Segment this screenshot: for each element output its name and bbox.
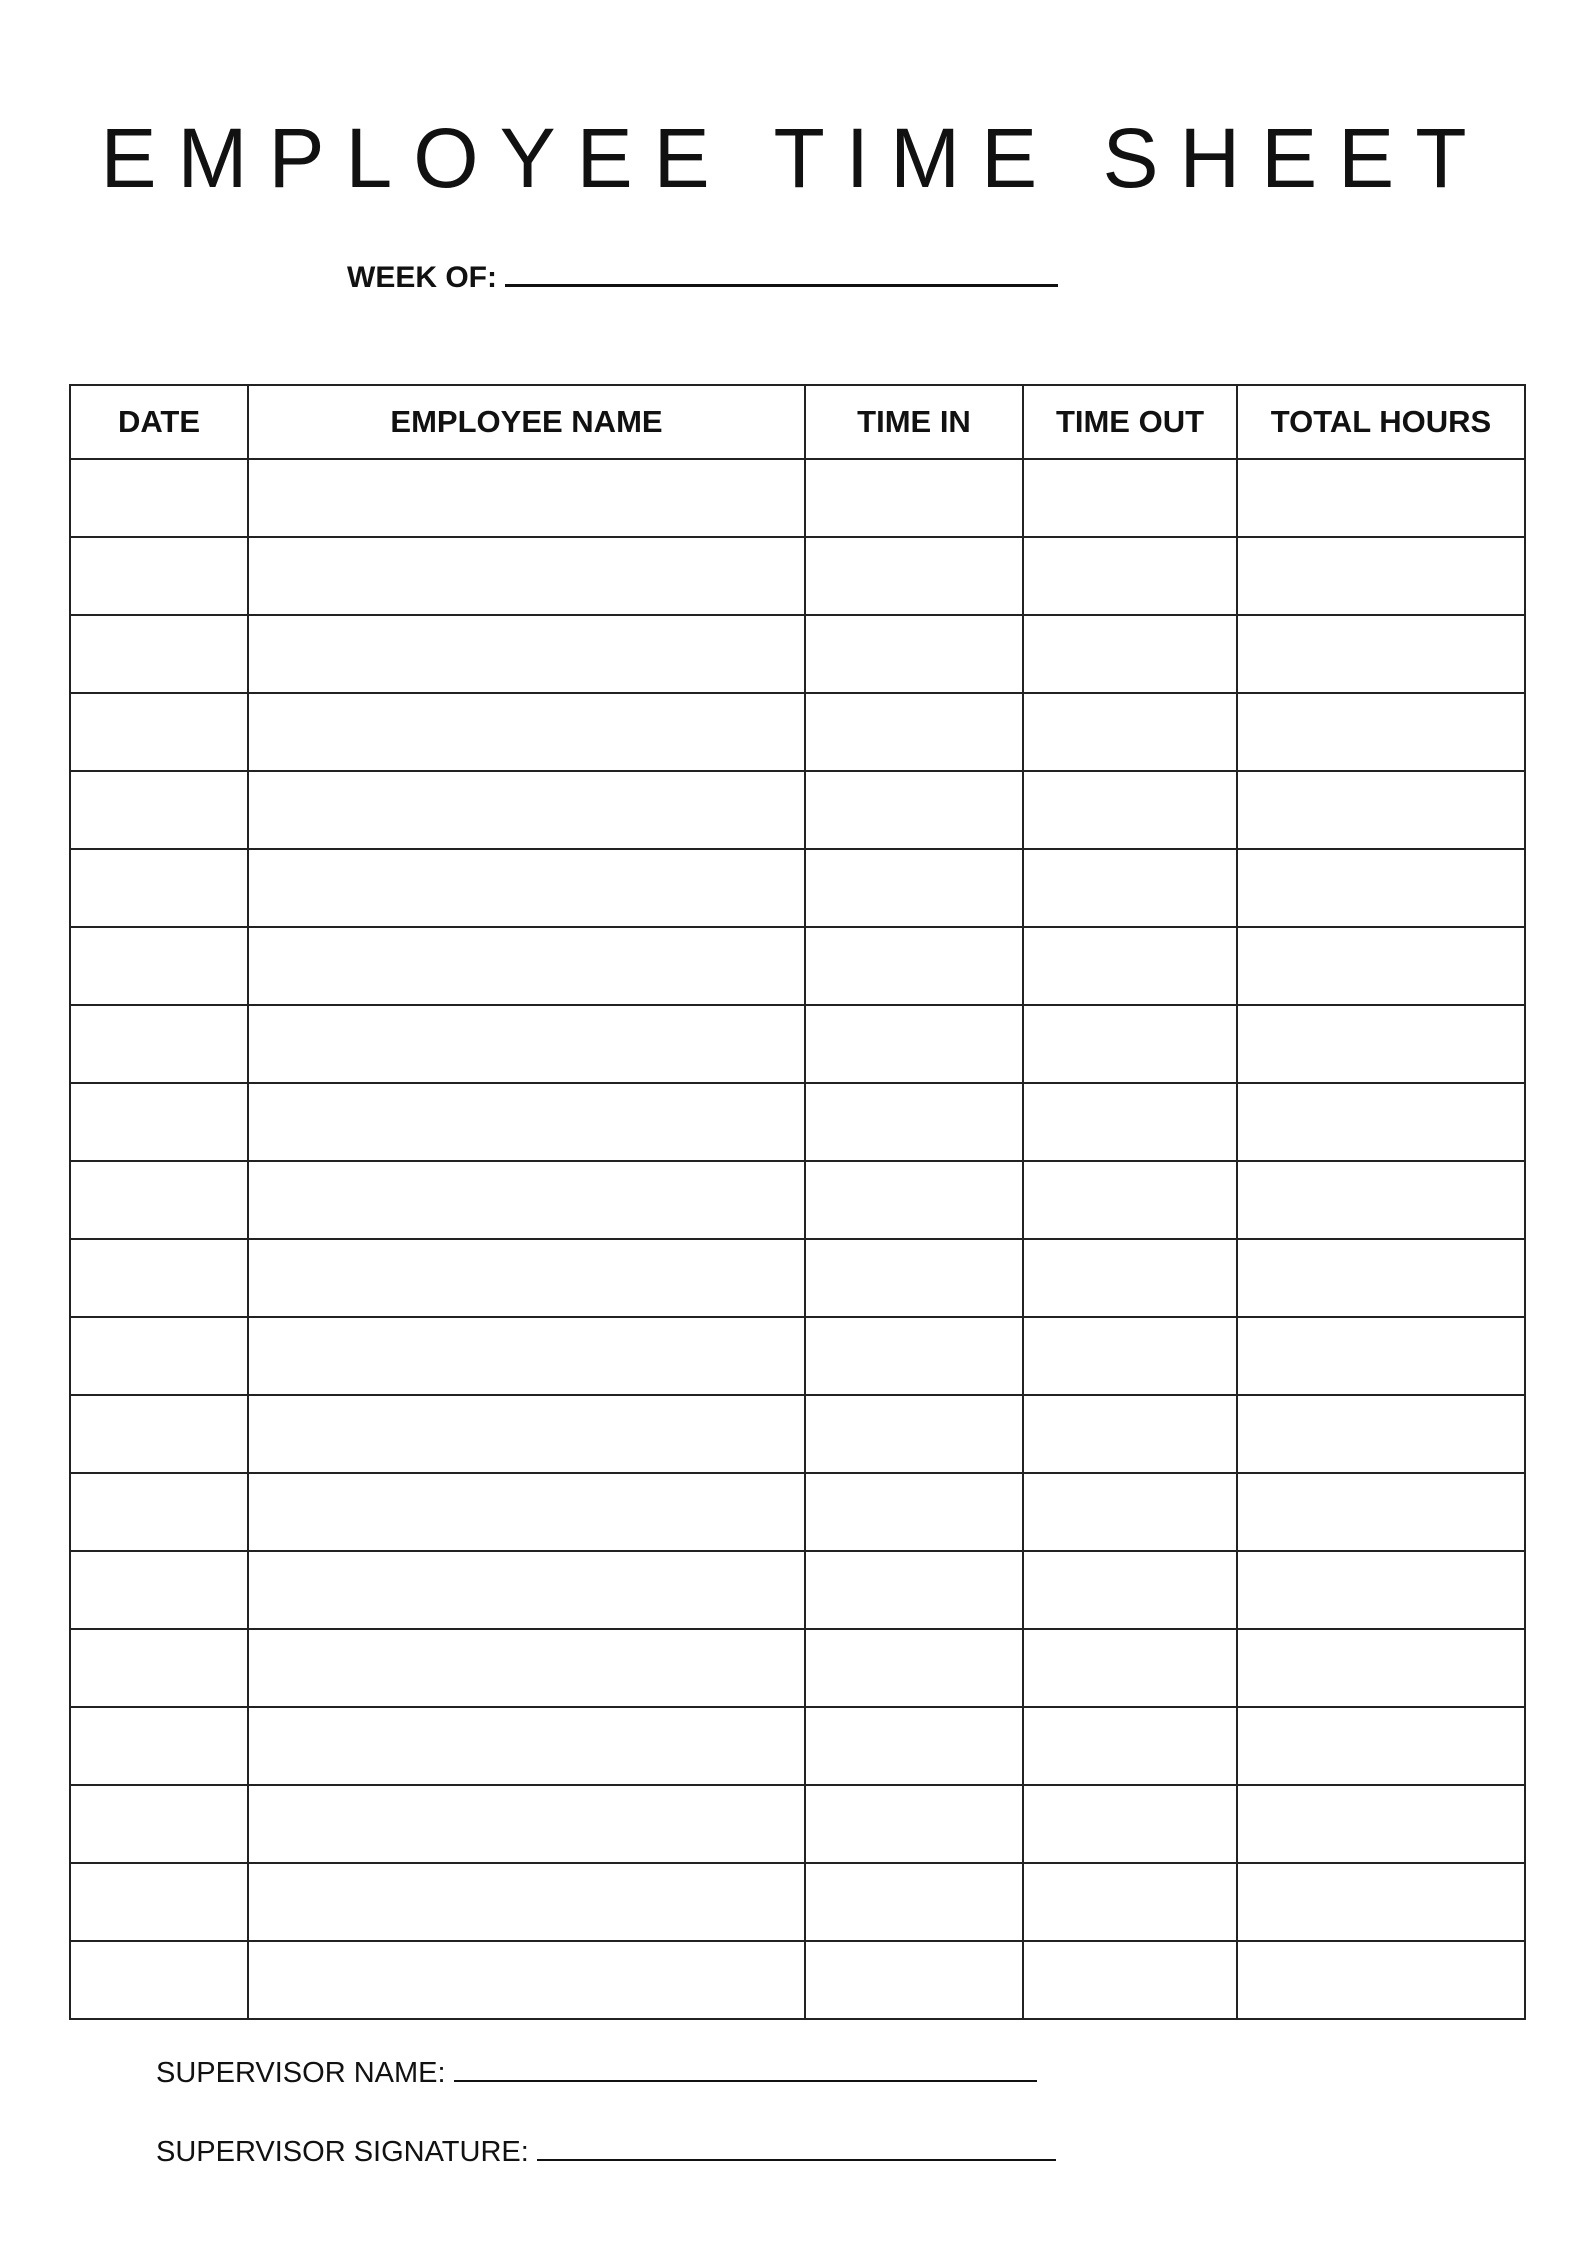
time-out-cell[interactable] <box>1023 1629 1237 1707</box>
time-out-cell[interactable] <box>1023 537 1237 615</box>
table-row <box>70 771 1525 849</box>
time-in-cell[interactable] <box>805 1785 1023 1863</box>
time-out-cell[interactable] <box>1023 1551 1237 1629</box>
total-hours-cell[interactable] <box>1237 771 1525 849</box>
total-hours-cell[interactable] <box>1237 537 1525 615</box>
date-cell[interactable] <box>70 1551 248 1629</box>
time-out-cell[interactable] <box>1023 615 1237 693</box>
total-hours-cell[interactable] <box>1237 849 1525 927</box>
time-out-cell[interactable] <box>1023 1083 1237 1161</box>
time-in-cell[interactable] <box>805 1005 1023 1083</box>
employee-name-cell[interactable] <box>248 1239 805 1317</box>
supervisor-name-label: SUPERVISOR NAME: <box>156 2057 446 2089</box>
employee-name-cell[interactable] <box>248 1005 805 1083</box>
date-cell[interactable] <box>70 693 248 771</box>
time-in-cell[interactable] <box>805 1317 1023 1395</box>
table-row <box>70 1551 1525 1629</box>
table-row <box>70 1707 1525 1785</box>
employee-name-cell[interactable] <box>248 1629 805 1707</box>
total-hours-cell[interactable] <box>1237 1863 1525 1941</box>
table-row <box>70 1473 1525 1551</box>
table-row <box>70 1005 1525 1083</box>
table-row <box>70 1395 1525 1473</box>
date-cell[interactable] <box>70 1473 248 1551</box>
time-in-cell[interactable] <box>805 1707 1023 1785</box>
date-cell[interactable] <box>70 1863 248 1941</box>
supervisor-name-blank-line[interactable] <box>454 2056 1037 2082</box>
date-cell[interactable] <box>70 1083 248 1161</box>
date-cell[interactable] <box>70 1161 248 1239</box>
employee-name-cell[interactable] <box>248 771 805 849</box>
date-cell[interactable] <box>70 537 248 615</box>
table-row <box>70 1785 1525 1863</box>
time-in-cell[interactable] <box>805 849 1023 927</box>
column-header-employee-name: EMPLOYEE NAME <box>248 385 805 459</box>
time-out-cell[interactable] <box>1023 1161 1237 1239</box>
date-cell[interactable] <box>70 1785 248 1863</box>
employee-name-cell[interactable] <box>248 1395 805 1473</box>
total-hours-cell[interactable] <box>1237 1005 1525 1083</box>
total-hours-cell[interactable] <box>1237 1395 1525 1473</box>
employee-name-cell[interactable] <box>248 927 805 1005</box>
week-of-label: WEEK OF: <box>347 261 497 294</box>
employee-name-cell[interactable] <box>248 1161 805 1239</box>
table-row <box>70 1941 1525 2019</box>
total-hours-cell[interactable] <box>1237 1941 1525 2019</box>
table-row <box>70 927 1525 1005</box>
date-cell[interactable] <box>70 1629 248 1707</box>
time-in-cell[interactable] <box>805 537 1023 615</box>
column-header-time-in: TIME IN <box>805 385 1023 459</box>
time-in-cell[interactable] <box>805 1629 1023 1707</box>
total-hours-cell[interactable] <box>1237 459 1525 537</box>
employee-name-cell[interactable] <box>248 615 805 693</box>
supervisor-signature-blank-line[interactable] <box>537 2135 1056 2161</box>
employee-name-cell[interactable] <box>248 1551 805 1629</box>
time-in-cell[interactable] <box>805 1941 1023 2019</box>
total-hours-cell[interactable] <box>1237 693 1525 771</box>
time-out-cell[interactable] <box>1023 927 1237 1005</box>
table-row <box>70 1161 1525 1239</box>
total-hours-cell[interactable] <box>1237 1551 1525 1629</box>
column-header-total-hours: TOTAL HOURS <box>1237 385 1525 459</box>
time-in-cell[interactable] <box>805 771 1023 849</box>
table-row <box>70 1629 1525 1707</box>
date-cell[interactable] <box>70 1707 248 1785</box>
time-in-cell[interactable] <box>805 1395 1023 1473</box>
time-in-cell[interactable] <box>805 1473 1023 1551</box>
time-out-cell[interactable] <box>1023 1863 1237 1941</box>
date-cell[interactable] <box>70 849 248 927</box>
time-in-cell[interactable] <box>805 927 1023 1005</box>
time-out-cell[interactable] <box>1023 1005 1237 1083</box>
employee-name-cell[interactable] <box>248 1785 805 1863</box>
time-in-cell[interactable] <box>805 1551 1023 1629</box>
time-out-cell[interactable] <box>1023 693 1237 771</box>
employee-name-cell[interactable] <box>248 1707 805 1785</box>
column-header-date: DATE <box>70 385 248 459</box>
employee-name-cell[interactable] <box>248 537 805 615</box>
total-hours-cell[interactable] <box>1237 1473 1525 1551</box>
date-cell[interactable] <box>70 1941 248 2019</box>
employee-name-cell[interactable] <box>248 693 805 771</box>
table-row <box>70 1239 1525 1317</box>
time-in-cell[interactable] <box>805 615 1023 693</box>
supervisor-signature-label: SUPERVISOR SIGNATURE: <box>156 2136 529 2168</box>
time-out-cell[interactable] <box>1023 1395 1237 1473</box>
time-out-cell[interactable] <box>1023 771 1237 849</box>
table-header-row <box>70 385 1525 459</box>
table-body <box>70 459 1525 2019</box>
table-row <box>70 1083 1525 1161</box>
employee-name-cell[interactable] <box>248 1941 805 2019</box>
table-row <box>70 1863 1525 1941</box>
employee-name-cell[interactable] <box>248 1473 805 1551</box>
time-out-cell[interactable] <box>1023 1707 1237 1785</box>
employee-name-cell[interactable] <box>248 1083 805 1161</box>
total-hours-cell[interactable] <box>1237 1707 1525 1785</box>
table-row <box>70 1317 1525 1395</box>
date-cell[interactable] <box>70 771 248 849</box>
total-hours-cell[interactable] <box>1237 1785 1525 1863</box>
time-out-cell[interactable] <box>1023 849 1237 927</box>
employee-name-cell[interactable] <box>248 849 805 927</box>
date-cell[interactable] <box>70 927 248 1005</box>
date-cell[interactable] <box>70 1317 248 1395</box>
total-hours-cell[interactable] <box>1237 615 1525 693</box>
time-out-cell[interactable] <box>1023 1785 1237 1863</box>
total-hours-cell[interactable] <box>1237 1083 1525 1161</box>
total-hours-cell[interactable] <box>1237 927 1525 1005</box>
time-in-cell[interactable] <box>805 459 1023 537</box>
time-out-cell[interactable] <box>1023 1239 1237 1317</box>
table-row <box>70 537 1525 615</box>
supervisor-name-field <box>156 2053 1037 2093</box>
date-cell[interactable] <box>70 615 248 693</box>
total-hours-cell[interactable] <box>1237 1239 1525 1317</box>
total-hours-cell[interactable] <box>1237 1161 1525 1239</box>
week-of-blank-line[interactable] <box>505 258 1058 287</box>
supervisor-signature-field <box>156 2132 1056 2172</box>
total-hours-cell[interactable] <box>1237 1629 1525 1707</box>
time-in-cell[interactable] <box>805 1161 1023 1239</box>
table-row <box>70 615 1525 693</box>
page-title: EMPLOYEE TIME SHEET <box>100 111 1488 205</box>
date-cell[interactable] <box>70 1005 248 1083</box>
time-in-cell[interactable] <box>805 1083 1023 1161</box>
time-out-cell[interactable] <box>1023 459 1237 537</box>
employee-name-cell[interactable] <box>248 1863 805 1941</box>
table-row <box>70 693 1525 771</box>
time-in-cell[interactable] <box>805 1863 1023 1941</box>
week-of-field <box>347 258 1058 298</box>
time-in-cell[interactable] <box>805 693 1023 771</box>
employee-name-cell[interactable] <box>248 1317 805 1395</box>
table-row <box>70 459 1525 537</box>
time-out-cell[interactable] <box>1023 1473 1237 1551</box>
total-hours-cell[interactable] <box>1237 1317 1525 1395</box>
table-row <box>70 849 1525 927</box>
time-out-cell[interactable] <box>1023 1941 1237 2019</box>
date-cell[interactable] <box>70 1395 248 1473</box>
time-sheet-table <box>69 384 1526 2020</box>
date-cell[interactable] <box>70 459 248 537</box>
employee-name-cell[interactable] <box>248 459 805 537</box>
time-in-cell[interactable] <box>805 1239 1023 1317</box>
date-cell[interactable] <box>70 1239 248 1317</box>
column-header-time-out: TIME OUT <box>1023 385 1237 459</box>
time-out-cell[interactable] <box>1023 1317 1237 1395</box>
